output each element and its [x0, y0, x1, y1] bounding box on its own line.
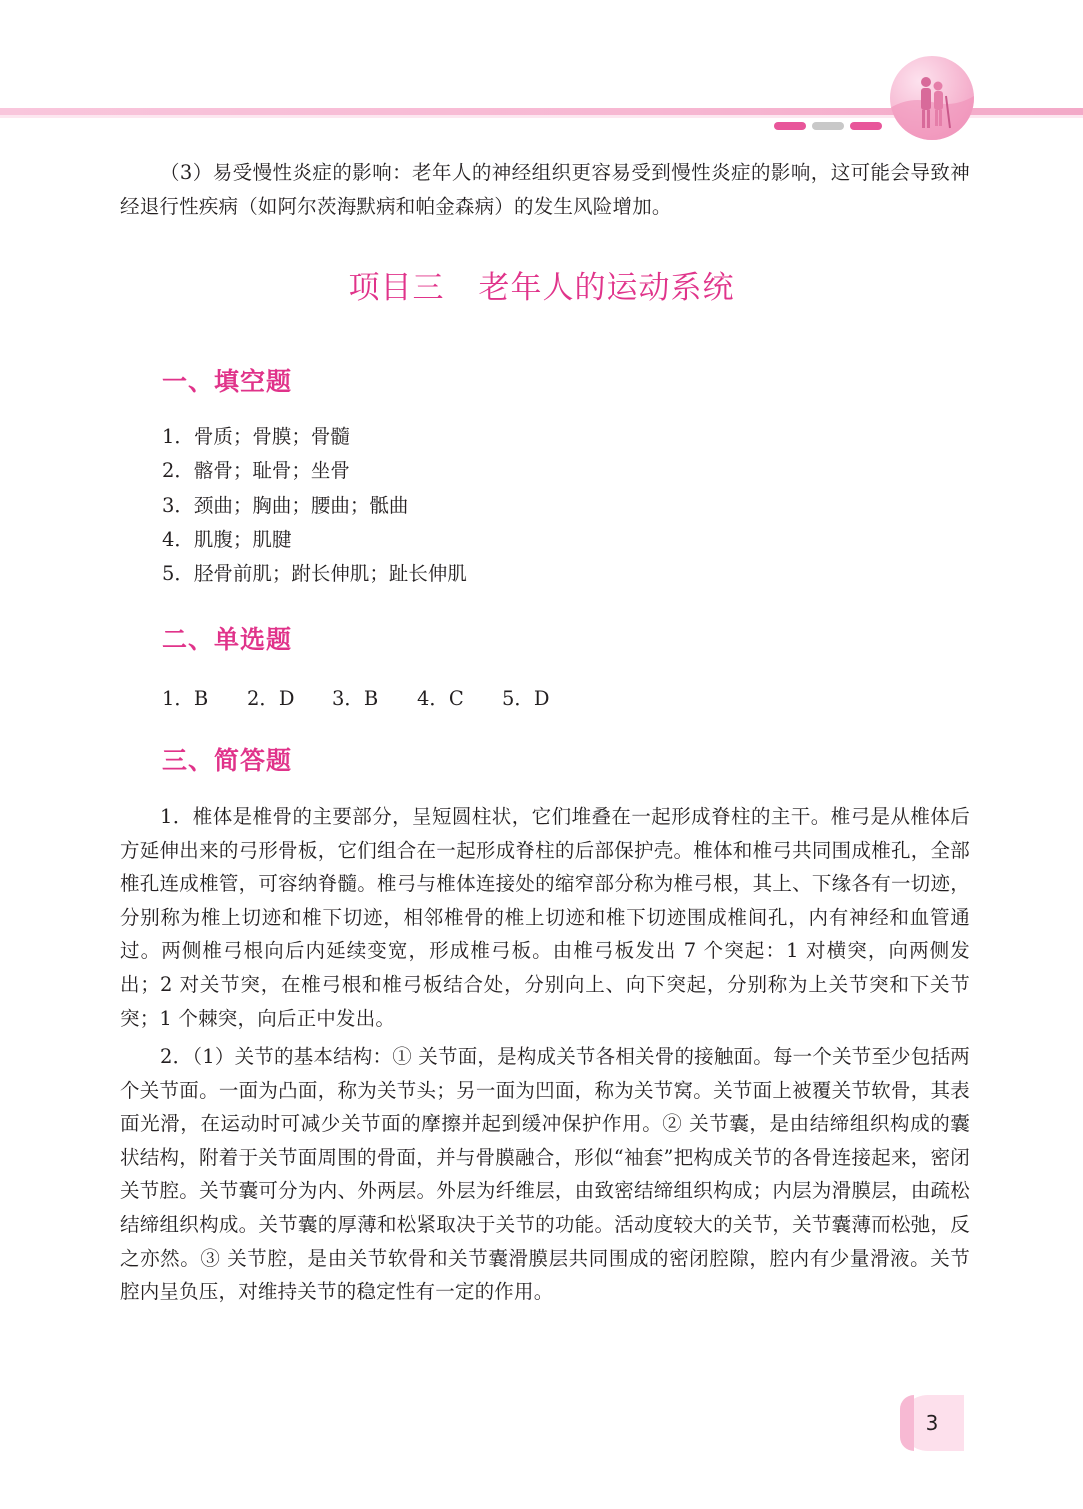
list-item: 1．骨质；骨膜；骨髓: [162, 425, 350, 448]
answer-item: 2．D: [247, 687, 295, 710]
dash-pink-1: [774, 122, 806, 130]
dash-pink-2: [850, 122, 882, 130]
page-number: 3: [925, 1411, 939, 1435]
list-item: 2．髂骨；耻骨；坐骨: [162, 459, 350, 483]
chapter-label: 项目三: [348, 270, 445, 306]
fill-in-answer-list: [162, 420, 467, 591]
answer-item: 3．B: [332, 687, 379, 710]
chapter-title: [0, 262, 1083, 307]
dash-gray: [812, 122, 844, 130]
short-answer-2: 2．（1）关节的基本结构：① 关节面，是构成关节各相关骨的接触面。每一个关节至少包括两个关节面。一面为凸面，称为关节头；另一面为凹面，称为关节窝。关节面上被覆关节软骨，其表面光滑，在运动时可减少关节面的摩擦并起到缓冲保护作用。② 关节囊，是由结缔组织构成的囊状结构，附着于关节面周围的骨面，并与骨膜融合，形似“袖套”把构成关节的各骨连接起来，密闭关节腔。关节囊可分为内、外两层。外层为纤维层，由致密结缔组织构成；内层为滑膜层，由疏松结缔组织构成。关节囊的厚薄和松紧取决于关节的功能。活动度较大的关节，关节囊薄而松弛，反之亦然。③ 关节腔，是由关节软骨和关节囊滑膜层共同围成的密闭腔隙，腔内有少量滑液。关节腔内呈负压，对维持关节的稳定性有一定的作用。: [120, 1045, 970, 1304]
list-item: 5．胫骨前肌；跗长伸肌；趾长伸肌: [162, 562, 467, 586]
list-item: 3．颈曲；胸曲；腰曲；骶曲: [162, 493, 409, 517]
intro-paragraph: （3）易受慢性炎症的影响：老年人的神经组织更容易受到慢性炎症的影响，这可能会导致神经退行性疾病（如阿尔茨海默病和帕金森病）的发生风险增加。: [120, 161, 970, 218]
elderly-couple-icon: [890, 56, 974, 140]
answer-item: 4．C: [417, 687, 464, 710]
page-tab-edge: [900, 1395, 914, 1451]
answer-item: 5．D: [502, 687, 550, 710]
chapter-title-text: 老年人的运动系统: [478, 270, 735, 306]
answer-item: 1．B: [162, 687, 209, 710]
section-heading-single-choice: 二、单选题: [162, 625, 293, 654]
single-choice-answers: [162, 683, 587, 711]
short-answer-1: 1．椎体是椎骨的主要部分，呈短圆柱状，它们堆叠在一起形成脊柱的主干。椎弓是从椎体后方延伸出来的弓形骨板，它们组合在一起形成脊柱的后部保护壳。椎体和椎弓共同围成椎孔，全部椎孔连成椎管，可容纳脊髓。椎弓与椎体连接处的缩窄部分称为椎弓根，其上、下缘各有一切迹，分别称为椎上切迹和椎下切迹，相邻椎骨的椎上切迹和椎下切迹围成椎间孔，内有神经和血管通过。两侧椎弓根向后内延续变宽，形成椎弓板。由椎弓板发出 7 个突起：1 对横突，向两侧发出；2 对关节突，在椎弓根和椎弓板结合处，分别向上、向下突起，分别称为上关节突和下关节突；1 个棘突，向后正中发出。: [120, 805, 970, 1030]
section-heading-short-answer: 三、简答题: [162, 746, 293, 775]
list-item: 4．肌腹；肌腱: [162, 527, 292, 551]
section-heading-fill-in: 一、填空题: [162, 367, 293, 396]
header-dash-ornament: [774, 122, 882, 130]
